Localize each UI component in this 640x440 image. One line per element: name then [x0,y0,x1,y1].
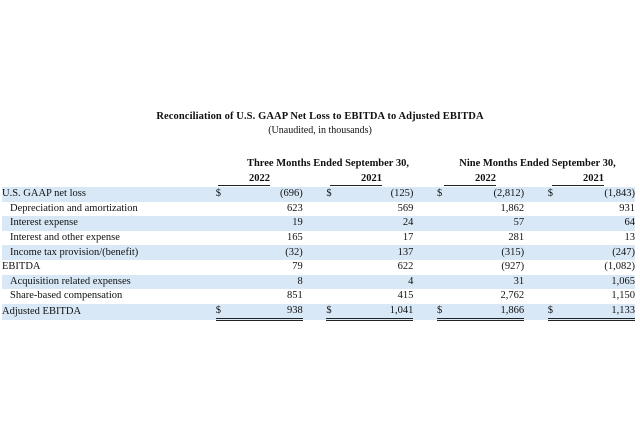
cell-value: 57 [461,216,524,231]
cell-value: 415 [397,290,414,302]
row-label: Adjusted EBITDA [2,304,216,320]
table-row [2,260,635,275]
cell-value: 569 [397,202,414,214]
row-label: U.S. GAAP net loss [2,187,216,202]
reconciliation-table [2,187,635,321]
period-header-three-months: Three Months Ended September 30, [246,158,410,169]
table-row [2,231,635,246]
cell-value: 1,065 [571,275,635,290]
table-row [2,216,635,231]
cell-value: (315) [461,245,524,260]
cell-value: 137 [350,245,413,260]
cell-value: (1,082) [604,261,635,273]
cell-value: (696) [239,187,302,202]
table-row [2,187,635,202]
period-header-nine-months: Nine Months Ended September 30, [459,158,616,169]
cell-value: (247) [571,245,635,260]
report-title: Reconciliation of U.S. GAAP Net Loss to EBITDA to Adjusted EBITDA [156,111,484,122]
cell-value: (32) [239,245,302,260]
dollar-sign: $ [216,187,240,202]
cell-value: 4 [350,275,413,290]
dollar-sign: $ [326,304,350,320]
cell-value: 8 [239,275,302,290]
cell-value: 64 [571,216,635,231]
cell-value: 1,041 [350,304,413,320]
cell-value: 2,762 [500,290,525,302]
cell-value: 931 [619,202,635,214]
cell-value: 1,862 [500,202,525,214]
cell-value: 24 [350,216,413,231]
year-header-nine-2022: 2022 [444,173,496,186]
table-row-total [2,304,635,320]
cell-value: 165 [287,232,303,244]
row-label: Interest and other expense [10,232,120,244]
cell-value: 1,133 [571,304,635,320]
cell-value: (125) [350,187,413,202]
row-label: Acquisition related expenses [2,275,216,290]
row-label: EBITDA [2,261,41,273]
cell-value: 281 [508,232,525,244]
cell-value: 622 [397,261,414,273]
table-row [2,202,635,217]
cell-value: 1,866 [461,304,524,320]
row-label: Income tax provision/(benefit) [2,245,216,260]
cell-value: 13 [624,232,635,244]
row-label: Share-based compensation [10,290,123,302]
cell-value: 938 [239,304,302,320]
dollar-sign: $ [548,187,572,202]
cell-value: (927) [501,261,525,273]
dollar-sign: $ [548,304,572,320]
cell-value: (2,812) [461,187,524,202]
report-subtitle: (Unaudited, in thousands) [268,125,372,136]
dollar-sign: $ [216,304,240,320]
row-label: Interest expense [2,216,216,231]
cell-value: 623 [287,202,303,214]
year-header-three-2021: 2021 [330,173,382,186]
cell-value: 31 [461,275,524,290]
dollar-sign: $ [437,304,461,320]
cell-value: 851 [287,290,303,302]
table-row [2,289,635,304]
cell-value: 79 [292,261,303,273]
table-row [2,275,635,290]
year-header-nine-2021: 2021 [552,173,604,186]
year-header-three-2022: 2022 [218,173,270,186]
cell-value: (1,843) [571,187,635,202]
table-row [2,245,635,260]
cell-value: 17 [402,232,414,244]
dollar-sign: $ [326,187,350,202]
cell-value: 1,150 [611,290,635,302]
dollar-sign: $ [437,187,461,202]
cell-value: 19 [239,216,302,231]
row-label: Depreciation and amortization [10,202,138,214]
